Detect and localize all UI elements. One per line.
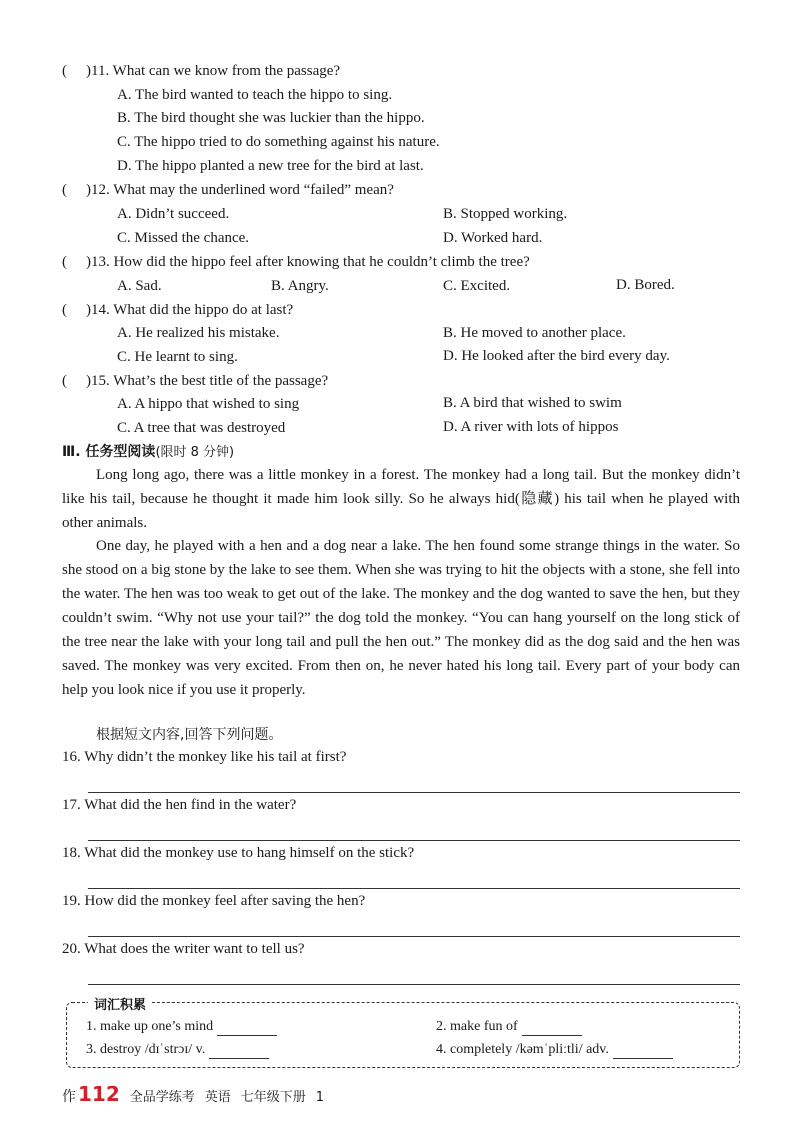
footer-label: 作 — [62, 1089, 76, 1105]
vocab-blank[interactable] — [217, 1019, 277, 1036]
vocab-blank[interactable] — [209, 1042, 269, 1059]
option-a: A. The bird wanted to teach the hippo to sing. — [117, 87, 393, 103]
option-c: C. Excited. — [443, 278, 511, 294]
answer-line[interactable] — [88, 936, 740, 937]
option-b: B. He moved to another place. — [443, 325, 626, 341]
vocab-term: 1. make up one’s mind — [86, 1019, 214, 1034]
answer-line[interactable] — [88, 792, 740, 793]
passage-paragraph: One day, he played with a hen and a dog near a lake. The hen found some strange things in the water. So she stood on a big stone by the lake to see them. When she was trying to hit the objects with a stone, she fell into the water. The hen was too weak to get out of the lake. The monkey and the dog wanted to save the hen, but they couldn’t swim. “Why not use your tail?” the dog told the monkey. “You can hang yourself on the long stick of the tree near the lake with your long tail and pull the hen out.” The monkey did as the dog said and the hen was saved. The monkey was very excited. From then on, he never hated his long tail. Every part of your body can help you look nice if you use it properly. — [62, 538, 740, 698]
option-a: A. He realized his mistake. — [117, 325, 280, 341]
question-text: )13. How did the hippo feel after knowing that he couldn’t climb the tree? — [86, 254, 530, 270]
question-14 — [62, 302, 293, 324]
option-d: D. The hippo planted a new tree for the bird at last. — [117, 158, 424, 174]
instruction: 根据短文内容,回答下列问题。 — [96, 727, 283, 743]
time-limit-note: (限时 8 分钟) — [155, 445, 235, 460]
option-b: B. Stopped working. — [443, 206, 568, 222]
option-a: A. A hippo that wished to sing — [117, 396, 300, 412]
option-d: D. A river with lots of hippos — [443, 419, 619, 435]
vocab-blank[interactable] — [613, 1042, 673, 1059]
option-d: D. Bored. — [616, 277, 675, 293]
option-c: C. He learnt to sing. — [117, 349, 238, 365]
short-question-18: 18. What did the monkey use to hang himself on the stick? — [62, 845, 415, 861]
answer-bracket[interactable]: ( — [62, 254, 67, 270]
vocab-item — [436, 1019, 582, 1036]
answer-line[interactable] — [88, 984, 740, 985]
option-b: B. Angry. — [271, 278, 329, 294]
option-b: B. The bird thought she was luckier than the hippo. — [117, 110, 425, 126]
question-11 — [62, 63, 340, 85]
short-question-19: 19. How did the monkey feel after saving the hen? — [62, 893, 366, 909]
option-c: C. A tree that was destroyed — [117, 420, 286, 436]
section-heading: Ⅲ. 任务型阅读 — [62, 444, 156, 460]
short-question-17: 17. What did the hen find in the water? — [62, 797, 297, 813]
question-text: )12. What may the underlined word “failed” mean? — [86, 182, 394, 198]
vocab-item — [86, 1019, 277, 1036]
volume: 1 — [315, 1090, 325, 1105]
answer-bracket[interactable]: ( — [62, 302, 67, 318]
vocab-term: 4. completely /kəmˈpliːtli/ adv. — [436, 1042, 609, 1057]
vocab-term: 3. destroy /dɪˈstrɔɪ/ v. — [86, 1042, 206, 1057]
book-title: 全品学练考 — [129, 1090, 195, 1105]
subject: 英语 — [204, 1090, 231, 1105]
short-question-16: 16. Why didn’t the monkey like his tail at first? — [62, 749, 347, 765]
vocabulary-title: 词汇积累 — [88, 994, 152, 1013]
passage-paragraph: Long long ago, there was a little monkey in a forest. The monkey had a long tail. But the monkey didn’t like his tail, because he thought it made him look silly. So he always hid(隐藏) his tail when he played with other animals. — [62, 467, 740, 531]
option-d: D. Worked hard. — [443, 230, 543, 246]
page-number: 112 — [78, 1082, 120, 1106]
answer-bracket[interactable]: ( — [62, 373, 67, 389]
question-12 — [62, 182, 394, 204]
vocab-item — [436, 1042, 673, 1059]
answer-bracket[interactable]: ( — [62, 63, 67, 79]
vocab-term: 2. make fun of — [436, 1019, 518, 1034]
question-text: )11. What can we know from the passage? — [86, 63, 341, 79]
vocab-item — [86, 1042, 269, 1059]
question-15 — [62, 373, 328, 395]
section-title — [62, 441, 234, 461]
question-text: )14. What did the hippo do at last? — [86, 302, 294, 318]
question-text: )15. What’s the best title of the passage? — [86, 373, 329, 389]
option-c: C. Missed the chance. — [117, 230, 250, 246]
option-b: B. A bird that wished to swim — [443, 395, 622, 411]
answer-line[interactable] — [88, 888, 740, 889]
question-13 — [62, 254, 530, 276]
answer-line[interactable] — [88, 840, 740, 841]
answer-bracket[interactable]: ( — [62, 182, 67, 198]
grade: 七年级下册 — [240, 1090, 306, 1105]
option-a: A. Sad. — [117, 278, 162, 294]
option-d: D. He looked after the bird every day. — [443, 348, 670, 364]
page-footer — [62, 1082, 324, 1106]
option-c: C. The hippo tried to do something against his nature. — [117, 134, 440, 150]
short-question-20: 20. What does the writer want to tell us? — [62, 941, 305, 957]
vocab-blank[interactable] — [522, 1019, 582, 1036]
option-a: A. Didn’t succeed. — [117, 206, 230, 222]
